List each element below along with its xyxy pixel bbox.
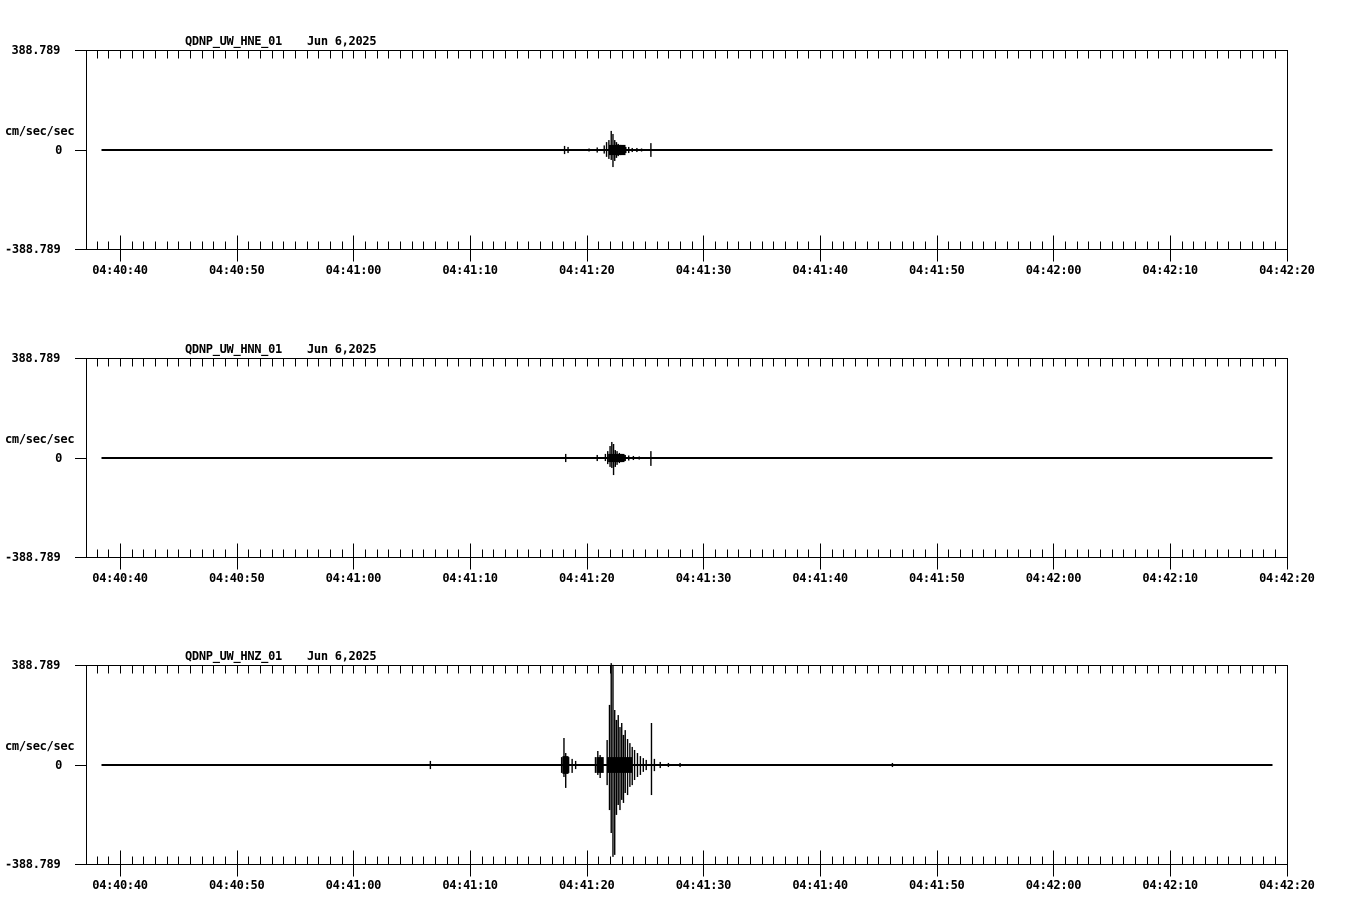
x-tick-label: 04:41:00 [325, 263, 382, 277]
x-tick-label: 04:41:20 [559, 263, 615, 277]
x-tick-label: 04:40:50 [208, 263, 265, 277]
y-axis-max-label: 388.789 [11, 351, 60, 365]
x-tick-label: 04:42:00 [1025, 878, 1082, 892]
x-tick-label: 04:41:40 [792, 571, 848, 585]
x-tick-label: 04:42:20 [1259, 263, 1315, 277]
x-tick-label: 04:41:20 [559, 878, 615, 892]
x-tick-label: 04:42:20 [1259, 571, 1315, 585]
x-tick-label: 04:42:10 [1142, 878, 1198, 892]
x-tick-label: 04:40:40 [92, 263, 148, 277]
x-tick-label: 04:42:00 [1025, 263, 1082, 277]
x-tick-label: 04:40:40 [92, 571, 148, 585]
y-axis-max-label: 388.789 [11, 658, 60, 672]
y-axis-zero-label: 0 [55, 758, 62, 772]
panel-title-date: Jun 6,2025 [307, 342, 377, 356]
top-ticks [98, 51, 1276, 59]
y-axis-min-label: -388.789 [5, 857, 61, 871]
x-tick-label: 04:41:40 [792, 878, 848, 892]
bottom-ticks [98, 544, 1288, 570]
panel-title-station: QDNP_UW_HNN_01 [185, 342, 282, 356]
x-tick-label: 04:42:00 [1025, 571, 1082, 585]
y-axis-zero-label: 0 [55, 143, 62, 157]
waveform-spikes [430, 663, 892, 857]
y-axis-units-label: cm/sec/sec [5, 739, 75, 753]
seismogram-panel-bottom [75, 663, 1288, 876]
panel-title-station: QDNP_UW_HNZ_01 [185, 649, 282, 663]
x-tick-label: 04:40:50 [208, 571, 265, 585]
x-tick-label: 04:41:00 [325, 571, 382, 585]
y-axis-units-label: cm/sec/sec [5, 432, 75, 446]
panel-title-date: Jun 6,2025 [307, 649, 377, 663]
y-axis-max-label: 388.789 [11, 43, 60, 57]
x-tick-label: 04:41:30 [675, 263, 732, 277]
x-tick-label: 04:42:10 [1142, 263, 1198, 277]
x-tick-label: 04:41:50 [909, 571, 965, 585]
x-tick-label: 04:41:50 [909, 878, 965, 892]
x-tick-label: 04:41:30 [675, 571, 732, 585]
x-tick-label: 04:41:10 [442, 878, 498, 892]
x-tick-label: 04:40:50 [208, 878, 265, 892]
y-axis-ticks [75, 359, 87, 558]
waveform-spikes [565, 131, 651, 167]
y-axis-min-label: -388.789 [5, 550, 61, 564]
y-axis-zero-label: 0 [55, 451, 62, 465]
top-ticks [98, 359, 1276, 367]
panel-title-date: Jun 6,2025 [307, 34, 377, 48]
y-axis-units-label: cm/sec/sec [5, 124, 75, 138]
bottom-ticks [98, 851, 1288, 877]
x-tick-label: 04:42:10 [1142, 571, 1198, 585]
x-tick-label: 04:40:40 [92, 878, 148, 892]
x-tick-label: 04:41:20 [559, 571, 615, 585]
x-tick-label: 04:41:10 [442, 263, 498, 277]
x-tick-label: 04:41:40 [792, 263, 848, 277]
top-ticks [98, 666, 1276, 674]
x-tick-label: 04:41:00 [325, 878, 382, 892]
x-tick-label: 04:41:30 [675, 878, 732, 892]
bottom-ticks [98, 236, 1288, 262]
seismogram-panel-middle [75, 359, 1288, 570]
x-tick-label: 04:42:20 [1259, 878, 1315, 892]
x-tick-label: 04:41:50 [909, 263, 965, 277]
panel-title-station: QDNP_UW_HNE_01 [185, 34, 282, 48]
y-axis-ticks [75, 51, 87, 250]
x-tick-label: 04:41:10 [442, 571, 498, 585]
seismogram-panel-top [75, 51, 1288, 262]
y-axis-min-label: -388.789 [5, 242, 61, 256]
y-axis-ticks [75, 666, 87, 865]
